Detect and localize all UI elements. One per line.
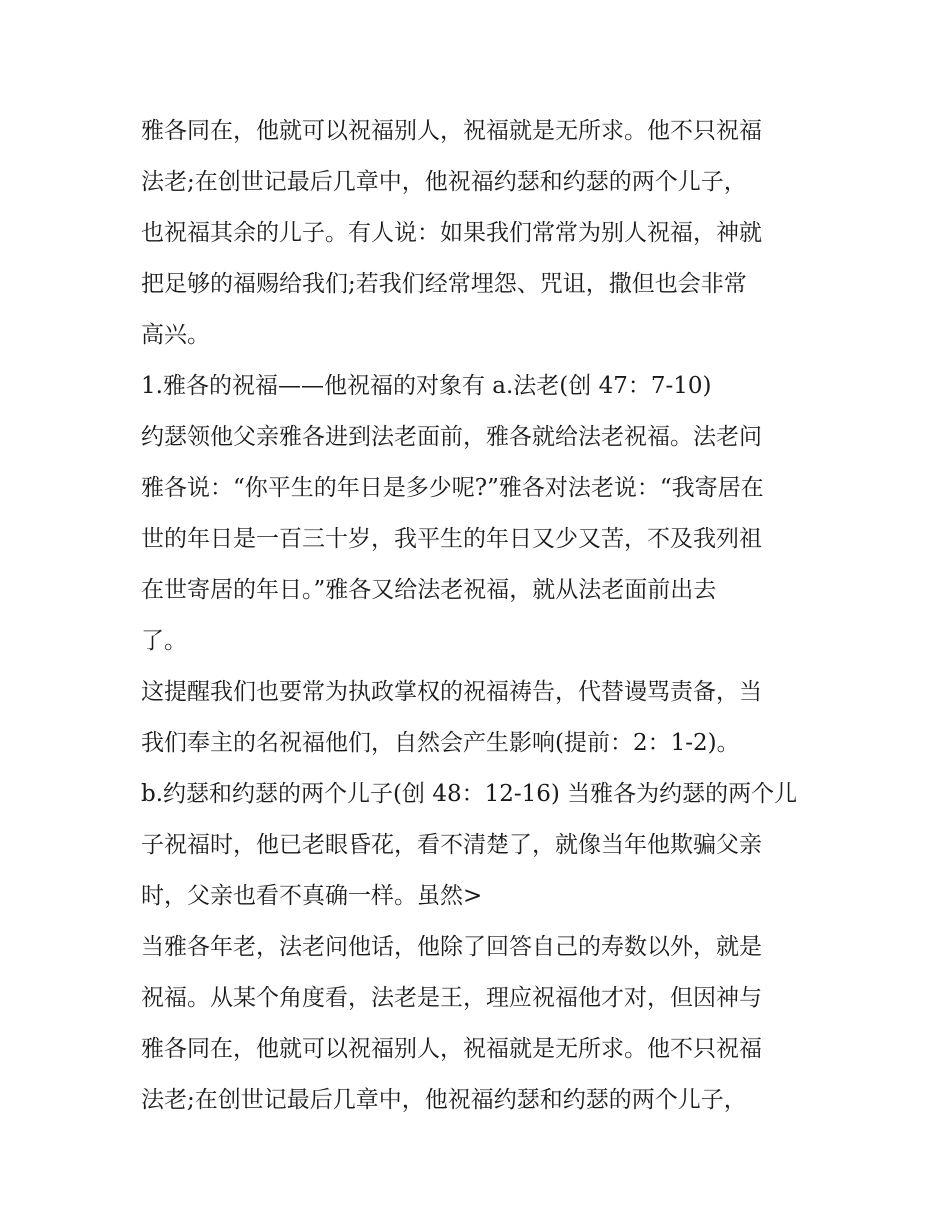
text-line-1: 雅各同在，他就可以祝福别人，祝福就是无所求。他不只祝福 bbox=[141, 118, 762, 144]
text-line-20: 法老;在创世记最后几章中，他祝福约瑟和约瑟的两个儿子， bbox=[141, 1087, 747, 1113]
text-line-5: 高兴。 bbox=[141, 322, 210, 348]
text-line-9: 世的年日是一百三十岁，我平生的年日又少又苦，不及我列祖 bbox=[141, 526, 762, 552]
text-line-11: 了。 bbox=[141, 628, 187, 654]
text-line-2: 法老;在创世记最后几章中，他祝福约瑟和约瑟的两个儿子， bbox=[141, 169, 747, 195]
document-body bbox=[141, 106, 821, 1126]
text-line-7: 约瑟领他父亲雅各进到法老面前，雅各就给法老祝福。法老问 bbox=[141, 424, 762, 450]
text-line-15: 子祝福时，他已老眼昏花，看不清楚了，就像当年他欺骗父亲 bbox=[141, 832, 762, 858]
text-line-4: 把足够的福赐给我们;若我们经常埋怨、咒诅，撒但也会非常 bbox=[141, 271, 747, 297]
text-line-13: 我们奉主的名祝福他们，自然会产生影响(提前：2：1-2)。 bbox=[141, 730, 740, 756]
text-line-18: 祝福。从某个角度看，法老是王，理应祝福他才对，但因神与 bbox=[141, 985, 762, 1011]
text-line-16: 时，父亲也看不真确一样。虽然> bbox=[141, 883, 483, 909]
text-line-10: 在世寄居的年日。”雅各又给法老祝福，就从法老面前出去 bbox=[141, 577, 717, 603]
text-line-12: 这提醒我们也要常为执政掌权的祝福祷告，代替谩骂责备，当 bbox=[141, 679, 762, 705]
text-line-19: 雅各同在，他就可以祝福别人，祝福就是无所求。他不只祝福 bbox=[141, 1036, 762, 1062]
text-line-8: 雅各说：“你平生的年日是多少呢?”雅各对法老说：“我寄居在 bbox=[141, 475, 764, 501]
text-line-17: 当雅各年老，法老问他话，他除了回答自己的寿数以外，就是 bbox=[141, 934, 762, 960]
text-line-3: 也祝福其余的儿子。有人说：如果我们常常为别人祝福，神就 bbox=[141, 220, 762, 246]
section-heading-1: 1.雅各的祝福——他祝福的对象有 a.法老(创 47：7-10) bbox=[141, 373, 712, 399]
section-heading-b: b.约瑟和约瑟的两个儿子(创 48：12-16) 当雅各为约瑟的两个儿 bbox=[141, 781, 798, 807]
